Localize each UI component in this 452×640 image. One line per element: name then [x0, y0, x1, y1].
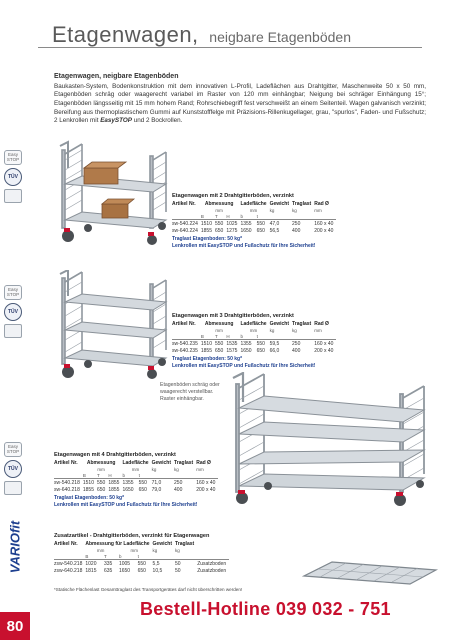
section-title: Etagenwagen mit 4 Drahtgitterböden, verzinkt [54, 452, 176, 458]
modular-icon [4, 324, 22, 338]
icon-group-1 [4, 150, 26, 203]
title-main: Etagenwagen, [52, 22, 199, 47]
easystop-icon: Easy STOP [4, 442, 22, 457]
easystop-icon: Easy STOP [4, 150, 22, 165]
intro-body-2: und 2 Bockrollen. [131, 117, 183, 125]
table-units-row: mm mm kg kg mm [215, 327, 322, 333]
order-hotline: Bestell-Hotline 039 032 - 751 [140, 599, 391, 619]
header-rule [38, 47, 422, 48]
section-note: Traglast Etagenboden: 50 kg* Lenkrollen mit EasySTOP und Fußschutz für Ihre Sicherheit! [172, 356, 316, 369]
table-row: sw-640.218 1855 650 1855 1650 650 79,0 400 200 x 40 [54, 486, 216, 493]
table-row: sw-540.224 1510 550 1025 1355 550 47,0 250 160 x 40 [172, 220, 334, 227]
section-title: Etagenwagen mit 3 Drahtgitterböden, verzinkt [172, 313, 294, 319]
icon-group-2 [4, 285, 26, 338]
sidebar [0, 0, 30, 640]
table-header-row: Artikel Nr. Abmessung Ladefläche Gewicht Traglast Rad Ø [172, 321, 329, 327]
table-subheader-row: B T H b t [200, 333, 258, 339]
section-note: Traglast Etagenboden: 50 kg* Lenkrollen mit EasySTOP und Fußschutz für Ihre Sicherheit! [54, 495, 198, 508]
table-units-row: mm mm kg kg mm [97, 466, 204, 472]
tuv-icon: TÜV [4, 303, 22, 321]
col-dimensions: Abmessung [204, 201, 234, 207]
table-subheader-row: B T H b t [200, 213, 258, 219]
brand-logo [4, 512, 26, 582]
table-row: sw-540.235 1510 550 1535 1355 550 59,5 250 160 x 40 [172, 340, 334, 347]
intro-brand-inline: EasySTOP [100, 117, 132, 125]
cart-image-3-shelves [54, 270, 169, 380]
cart-image-2-shelves [54, 140, 169, 245]
col-load-area: Ladefläche [240, 201, 267, 207]
tuv-icon: TÜV [4, 168, 22, 186]
page-title [52, 22, 351, 48]
intro-body-1: Baukasten-System, Bodenkonstruktion mit dem innovativen L-Profil, Ladeflächen aus Drahtgitter, Maschenweite 50 x 50 mm, Etagenböden schräg oder waagerecht variabel im Raster von 120 mm einhängbar; Neigung bei schräger Einhängung 15°; Etagenböden längsseitig mit 15 mm hohem Rand; Rohrschiebegriff fest verschweißt an einem Seitenteil. Wagen galvanisch verzinkt; Bereifung aus thermoplastischem Gummi auf Kunststofffelge mit Präzisions-Rillenkugellager, grau, "spurlos", Faden- und Fußschutz; 2 Lenkrollen mit [54, 82, 426, 125]
col-weight: Gewicht [269, 201, 290, 207]
table-header-row: Artikel Nr. Abmessung für Ladefläche Gewicht Traglast [54, 541, 195, 547]
table-row: zsw-540.218 1020 335 1005 550 5,5 50 Zusatzboden [54, 560, 227, 567]
section-note: Traglast Etagenboden: 50 kg* Lenkrollen mit EasySTOP und Fußschutz für Ihre Sicherheit! [172, 236, 316, 249]
modular-icon [4, 189, 22, 203]
table-header-row: Artikel Nr. Abmessung Ladefläche Gewicht Traglast Rad Ø [54, 460, 211, 466]
section-title: Etagenwagen mit 2 Drahtgitterböden, verzinkt [172, 193, 294, 199]
easystop-icon: Easy STOP [4, 285, 22, 300]
spec-table [54, 460, 218, 493]
section-2-shelves [172, 193, 336, 249]
col-capacity: Traglast [292, 201, 312, 207]
page-number: 80 [0, 612, 30, 640]
icon-group-3 [4, 442, 26, 495]
intro-heading: Etagenwagen, neigbare Etagenböden [54, 73, 179, 80]
col-article: Artikel Nr. [172, 201, 196, 207]
section-3-shelves [172, 313, 336, 369]
spec-table [172, 321, 336, 354]
title-subtitle: neigbare Etagenböden [209, 29, 351, 45]
table-subheader-row: B T H b t [82, 472, 140, 478]
modular-icon [4, 481, 22, 495]
tuv-icon: TÜV [4, 460, 22, 478]
spec-table [54, 541, 229, 574]
brand-text: VARIOfit [7, 520, 23, 574]
table-units-row: mm mm kg kg mm [215, 207, 322, 213]
section-4-shelves [54, 452, 218, 508]
table-row: zsw-640.218 1815 635 1650 650 10,5 50 Zusatzboden [54, 567, 227, 574]
section-title: Zusatzartikel - Drahtgitterböden, verzinkt für Etagenwagen [54, 533, 210, 539]
table-subheader-row: B T b t [85, 553, 139, 559]
intro-block [54, 72, 426, 126]
footnote: *Statische Flächenlast Gesamttraglast des Transportgerätes darf nicht überschritten werden! [54, 587, 243, 592]
shelf-accessory-image [300, 552, 440, 587]
cart-image-4-shelves [228, 372, 428, 507]
table-units-row: mm mm kg kg [96, 547, 180, 553]
table-row: sw-640.235 1855 650 1575 1650 650 66,0 400 200 x 40 [172, 347, 334, 354]
table-row: sw-540.218 1510 550 1855 1355 550 71,0 250 160 x 40 [54, 479, 216, 486]
col-wheel: Rad Ø [314, 201, 329, 207]
table-row: sw-640.224 1855 650 1275 1650 650 56,5 400 200 x 40 [172, 227, 334, 234]
shelf-callout: Etagenböden schräg oder waagerecht verstellbar. Raster einhängbar. [160, 382, 220, 402]
spec-table [172, 201, 336, 234]
section-accessories [54, 533, 229, 574]
